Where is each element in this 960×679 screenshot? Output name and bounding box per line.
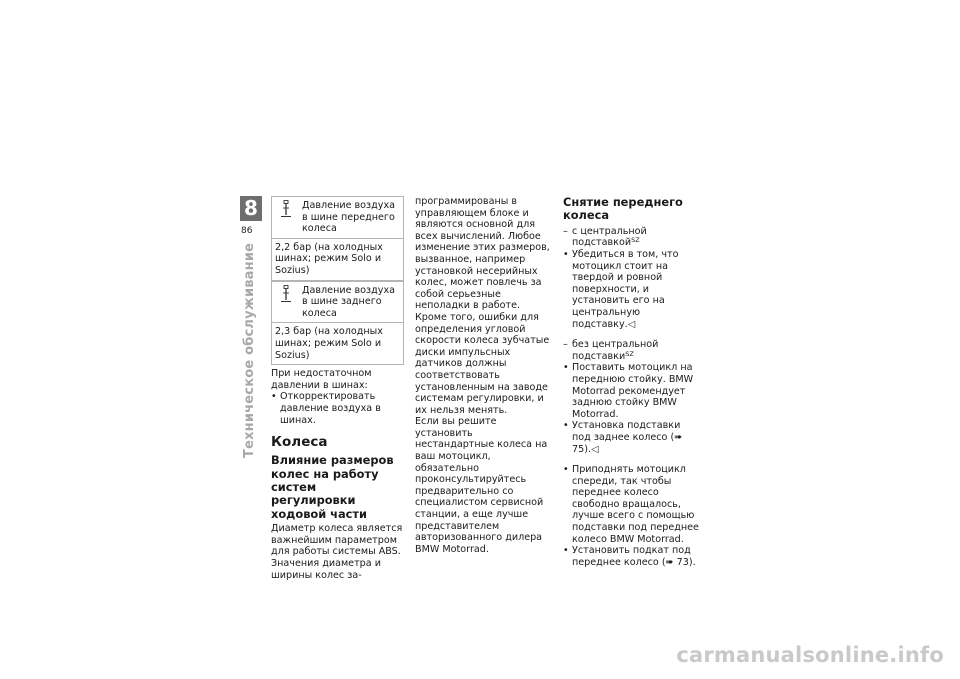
table-label: Давление воздуха в шине переднего колеса (302, 200, 396, 235)
paragraph: При недостаточном давлении в шинах: (271, 368, 372, 391)
list-item: • Поставить мотоцикл на переднюю стойку. BMW Motorrad рекомендует заднюю стойку BMW Motorrad. (563, 362, 694, 420)
end-mark-icon: ◁ (591, 443, 599, 455)
table-value: 2,2 бар (на холодных шинах; режим Solo и Sozius) (275, 241, 383, 276)
list-item: • Откорректировать давление воздуха в шинах. (271, 391, 381, 426)
list-item: • Приподнять мотоцикл спереди, так чтобы переднее колесо свободно вращалось, лучше всего с помощью подставки под переднее колесо BMW Motorrad. (563, 464, 699, 545)
paragraph: Если вы решите установить нестандартные колеса на ваш мотоцикл, обязательно проконсультируйтесь предварительно со специалистом сервисной станции, а еще лучше представителем авторизованного дилера BMW Motorrad. (415, 416, 548, 555)
table-label: Давление воздуха в шине заднего колеса (302, 284, 396, 319)
watermark: carmanualsonline.info (676, 643, 944, 667)
subsection-heading: Снятие переднего колеса (563, 195, 683, 223)
column-1 (271, 196, 404, 581)
tire-pressure-icon (272, 197, 300, 238)
paragraph: программированы в управляющем блоке и являются основной для всех вычислений. Любое изменение этих размеров, вызванное, например установкой несерийных колес, может повлечь за собой серьезные неполадки в работе. (415, 196, 550, 312)
condition-item: – без центральной подставки$^{SZ}$ (563, 339, 659, 362)
tire-pressure-table-rear (271, 281, 404, 366)
paragraph: Кроме того, ошибки для определения угловой скорости колеса зубчатые диски импульсных датчиков должны соответствовать установленным на заводе системам регулировки, и их нельзя менять. (415, 311, 550, 416)
chapter-title: Техническое обслуживание (242, 242, 257, 458)
tire-pressure-icon (272, 282, 300, 323)
end-mark-icon: ◁ (627, 318, 636, 330)
column-3 (563, 196, 699, 568)
table-value: 2,3 бар (на холодных шинах; режим Solo и Sozius) (275, 326, 383, 361)
section-heading: Колеса (271, 434, 328, 451)
list-item: • Убедиться в том, что мотоцикл стоит на твердой и ровной поверхности, и установить его на центральную подставку.◁ (563, 249, 679, 330)
condition-item: – с центральной подставкой$^{SZ}$ (563, 225, 647, 249)
chapter-number: 8 (240, 196, 262, 221)
sz-badge: SZ (625, 349, 634, 358)
page-number: 86 (241, 226, 253, 236)
subsection-heading: Влияние размеров колес на работу систем регулировки ходовой части (271, 453, 394, 521)
tire-pressure-table-front (271, 196, 404, 281)
list-item: • Установить подкат под переднее колесо (➠ 73). (563, 545, 696, 568)
sz-badge: SZ (631, 236, 640, 245)
paragraph: Диаметр колеса является важнейшим параметром для работы системы ABS. Значения диаметра и ширины колес за- (271, 523, 403, 581)
column-2 (415, 196, 550, 555)
list-item: • Установка подставки под заднее колесо (➠ 75).◁ (563, 420, 683, 455)
